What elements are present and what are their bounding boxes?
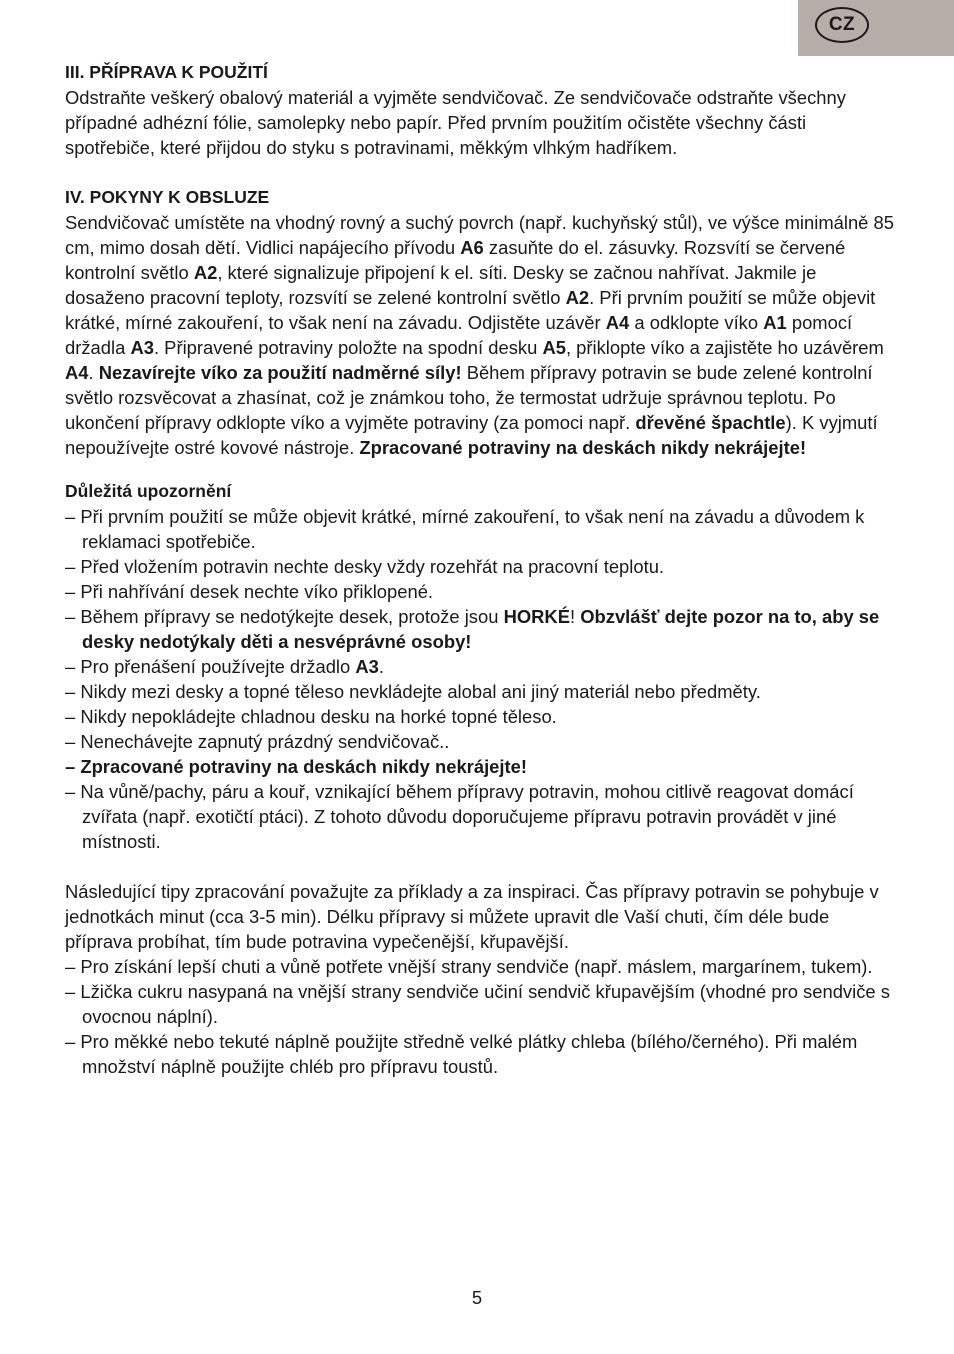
section-heading-operation: IV. POKYNY K OBSLUZE: [65, 187, 270, 207]
warning-item: – Při nahřívání desek nechte víko přiklopené.: [65, 581, 434, 602]
language-badge: CZ: [815, 7, 869, 43]
warning-item: – Během přípravy se nedotýkejte desek, protože jsou HORKÉ! Obzvlášť dejte pozor na to, aby se desky nedotýkaly děti a nesvéprávné osoby!: [65, 606, 880, 652]
section-text-operation: Sendvičovač umístěte na vhodný rovný a suchý povrch (např. kuchyňský stůl), ve výšce minimálně 85 cm, mimo dosah dětí. Vidlici napájecího přívodu A6 zasuňte do el. zásuvky. Rozsvítí se červené kontrolní světlo A2, které signalizuje připojení k el. síti. Desky se začnou nahřívat. Jakmile je dosaženo pracovní teploty, rozsvítí se zelené kontrolní světlo A2. Při prvním použití se může objevit krátké, mírné zakouření, to však není na závadu. Odjistěte uzávěr A4 a odklopte víko A1 pomocí držadla A3. Připravené potraviny položte na spodní desku A5, přiklopte víko a zajistěte ho uzávěrem A4. Nezavírejte víko za použití nadměrné síly! Během přípravy potravin se bude zelené kontrolní světlo rozsvěcovat a zhasínat, což je známkou toho, že termostat udržuje správnou teplotu. Po ukončení přípravy odklopte víko a vyjměte potraviny (za pomoci např. dřevěné špachtle). K vyjmutí nepoužívejte ostré kovové nástroje. Zpracované potraviny na deskách nikdy nekrájejte!: [65, 212, 894, 458]
warnings-heading: Důležitá upozornění: [65, 481, 232, 501]
warning-item: – Před vložením potravin nechte desky vždy rozehřát na pracovní teplotu.: [65, 556, 665, 577]
language-tab: [798, 0, 954, 56]
tip-item: – Pro získání lepší chuti a vůně potřete vnější strany sendviče (např. máslem, margarínem, tukem).: [65, 956, 873, 977]
warning-item: – Na vůně/pachy, páru a kouř, vznikající během přípravy potravin, mohou citlivě reagovat domácí zvířata (např. exotičtí ptáci). Z tohoto důvodu doporučujeme přípravu potravin provádět v jiné místnosti.: [65, 781, 854, 852]
warning-item: – Zpracované potraviny na deskách nikdy nekrájejte!: [65, 756, 527, 777]
section-text-preparation: Odstraňte veškerý obalový materiál a vyjměte sendvičovač. Ze sendvičovače odstraňte všechny případné adhézní fólie, samolepky nebo papír. Před prvním použitím očistěte všechny části spotřebiče, které přijdou do styku s potravinami, měkkým vlhkým hadříkem.: [65, 87, 846, 158]
document-body: [65, 60, 895, 1079]
page-number: 5: [471, 1287, 483, 1308]
warning-item: – Nikdy mezi desky a topné těleso nevkládejte alobal ani jiný materiál nebo předměty.: [65, 681, 761, 702]
section-heading-preparation: III. PŘÍPRAVA K POUŽITÍ: [65, 62, 268, 82]
tip-item: – Lžička cukru nasypaná na vnější strany sendviče učiní sendvič křupavějším (vhodné pro sendviče s ovocnou náplní).: [65, 981, 890, 1027]
warning-item: – Nenechávejte zapnutý prázdný sendvičovač..: [65, 731, 450, 752]
warning-item: – Při prvním použití se může objevit krátké, mírné zakouření, to však není na závadu a důvodem k reklamaci spotřebiče.: [65, 506, 865, 552]
warning-item: – Pro přenášení používejte držadlo A3.: [65, 656, 384, 677]
warning-item: – Nikdy nepokládejte chladnou desku na horké topné těleso.: [65, 706, 557, 727]
tips-intro: Následující tipy zpracování považujte za příklady a za inspiraci. Čas přípravy potravin se pohybuje v jednotkách minut (cca 3-5 min). Délku přípravy si můžete upravit dle Vaší chuti, čím déle bude příprava probíhat, tím bude potravina vypečenější, křupavější.: [65, 881, 879, 952]
tip-item: – Pro měkké nebo tekuté náplně použijte středně velké plátky chleba (bílého/černého). Při malém množství náplně použijte chléb pro přípravu toustů.: [65, 1031, 858, 1077]
